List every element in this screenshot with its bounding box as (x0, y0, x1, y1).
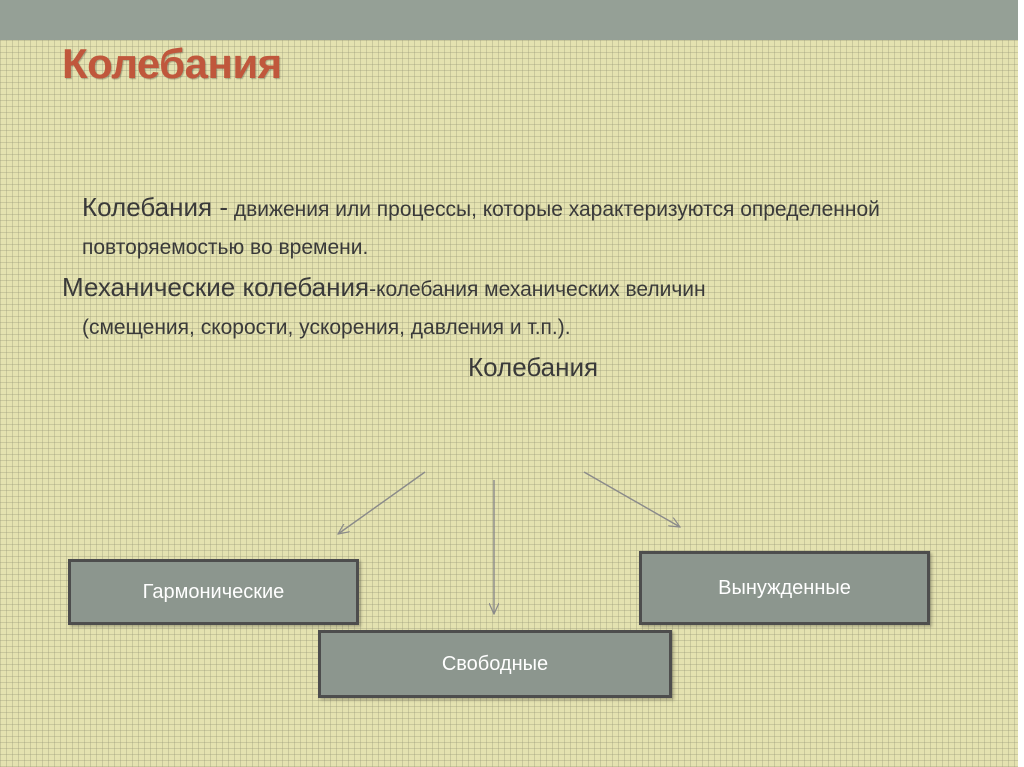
slide-title: Колебания (62, 40, 282, 87)
definition-text: движения или процессы, которые характеризуются определенной повторяемостью во времени. (82, 198, 880, 259)
harmonic-box: Гармонические (68, 559, 359, 625)
arrow-right (584, 472, 680, 527)
mechanical-term: Механические колебания (62, 272, 370, 302)
forced-box: Вынужденные (639, 551, 930, 625)
free-box: Свободные (318, 630, 672, 698)
mechanical-continuation: (смещения, скорости, ускорения, давления и т.п.). (82, 316, 571, 339)
diagram-root-label: Колебания (468, 352, 599, 382)
definition-term: Колебания - (82, 192, 228, 222)
arrow-left (338, 472, 425, 534)
mechanical-text: -колебания механических величин (369, 278, 706, 301)
